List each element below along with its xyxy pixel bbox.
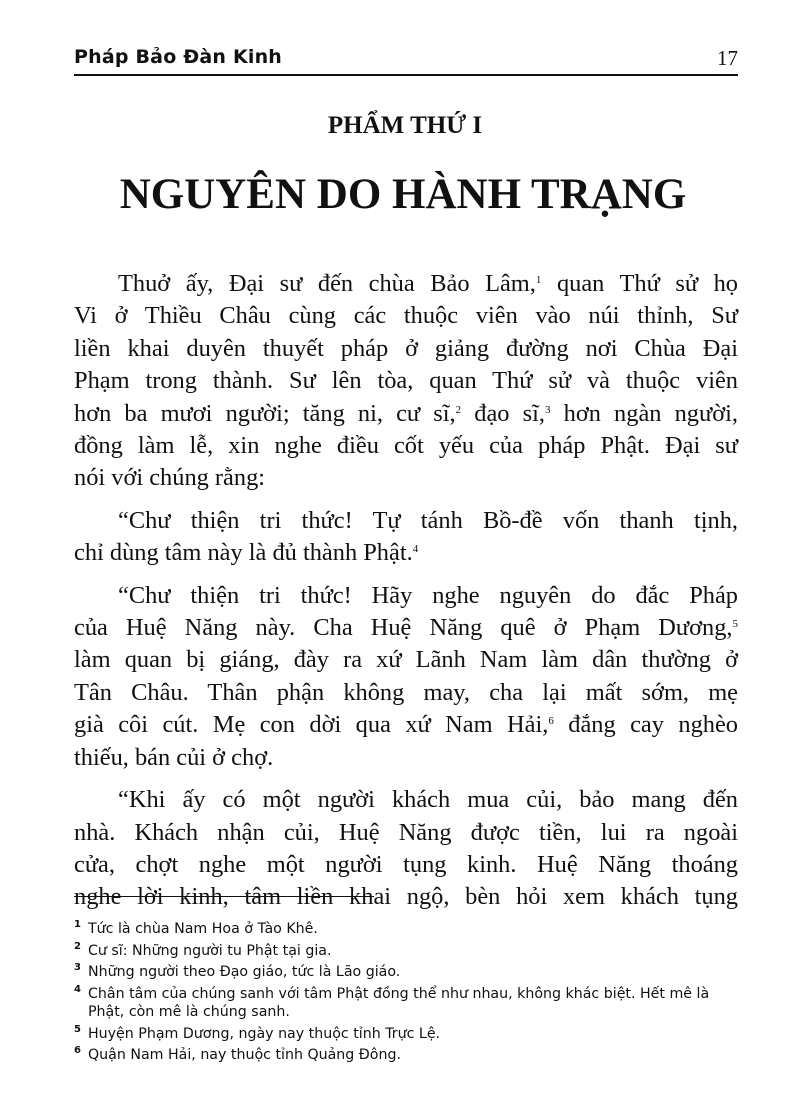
footnote-reference: 6 [548, 715, 554, 728]
footnote-text: Huyện Phạm Dương, ngày nay thuộc tỉnh Trực Lệ. [88, 1025, 441, 1042]
text-segment: hơn ngàn người, [550, 399, 738, 427]
footnote [74, 1025, 738, 1044]
text-line [74, 398, 738, 430]
text-segment: Thuở ấy, Đại sư đến chùa Bảo Lâm, [118, 270, 536, 297]
text-segment: thiếu, bán củi ở chợ. [74, 743, 274, 771]
text-line [74, 462, 738, 494]
text-line [74, 612, 738, 644]
text-line [74, 580, 738, 612]
text-segment: làm quan bị giáng, đày ra xứ Lãnh Nam làm dân thường ở [74, 646, 738, 674]
text-segment: Vi ở Thiều Châu cùng các thuộc viên vào núi thỉnh, Sư [74, 302, 738, 330]
text-line [74, 430, 738, 462]
text-segment: “Chư thiện tri thức! Hãy nghe nguyên do đắc Pháp [118, 581, 738, 609]
text-line [74, 881, 738, 913]
text-segment: nhà. Khách nhận củi, Huệ Năng được tiền, lui ra ngoài [74, 818, 738, 846]
text-line [74, 644, 738, 676]
footnote-mark: 2 [74, 940, 81, 952]
paragraph [74, 268, 738, 495]
footnote-mark: 6 [74, 1045, 81, 1056]
text-segment: “Khi ấy có một người khách mua củi, bảo mang đến [118, 786, 738, 814]
footnote-mark: 3 [74, 962, 81, 973]
text-segment: Phạm trong thành. Sư lên tòa, quan Thứ sử và thuộc viên [74, 367, 738, 395]
text-segment: đắng cay nghèo [553, 711, 738, 739]
text-line [74, 784, 738, 816]
text-segment: đạo sĩ, [461, 399, 545, 427]
footnote-reference: 2 [455, 403, 462, 416]
text-line [74, 365, 738, 397]
footnote [74, 963, 738, 982]
page-number: 17 [717, 46, 738, 70]
text-line [74, 742, 738, 774]
text-segment: nói với chúng rằng: [74, 464, 266, 492]
text-segment: hơn ba mươi người; tăng ni, cư sĩ, [74, 399, 456, 427]
text-segment: quan Thứ sử họ [541, 270, 738, 297]
chapter-label: PHẨM THỨ I [327, 112, 483, 139]
footnote-text: Những người theo Đạo giáo, tức là Lão giáo. [88, 964, 401, 980]
text-segment: liền khai duyên thuyết pháp ở giảng đường nơi Chùa Đại [74, 334, 738, 362]
footnote-reference: 5 [732, 618, 738, 631]
text-line [74, 537, 738, 569]
footnote-reference: 3 [545, 403, 551, 416]
text-segment: cửa, chợt nghe một người tụng kinh. Huệ Năng thoáng [74, 850, 738, 878]
text-segment: của Huệ Năng này. Cha Huệ Năng quê ở Phạm Dương, [74, 614, 733, 642]
text-line [74, 333, 738, 365]
footnote [74, 942, 738, 961]
text-line [74, 505, 738, 537]
footnote [74, 985, 738, 1022]
text-line [74, 677, 738, 709]
footnote-text: Quận Nam Hải, nay thuộc tỉnh Quảng Đông. [88, 1047, 401, 1063]
text-segment: chỉ dùng tâm này là đủ thành Phật. [74, 539, 413, 567]
paragraph [74, 580, 738, 774]
footnote-text: Cư sĩ: Những người tu Phật tại gia. [88, 942, 332, 959]
text-line [74, 849, 738, 881]
text-segment: nghe lời kinh, tâm liền khai ngộ, bèn hỏi xem khách tụng [74, 883, 738, 911]
footnote-reference: 4 [412, 543, 419, 556]
footnote-mark: 4 [74, 983, 81, 995]
running-header [74, 46, 738, 76]
text-line [74, 268, 738, 300]
footnote-mark: 5 [74, 1023, 81, 1035]
footnote [74, 1046, 738, 1065]
footnote-mark: 1 [74, 919, 81, 930]
paragraph [74, 505, 738, 570]
footnote-reference: 1 [535, 274, 542, 286]
text-line [74, 709, 738, 741]
text-line [74, 817, 738, 849]
footnote-divider [74, 896, 374, 897]
text-line [74, 300, 738, 332]
footnote [74, 920, 738, 939]
text-segment: Tân Châu. Thân phận không may, cha lại mất sớm, mẹ [74, 678, 738, 706]
text-segment: “Chư thiện tri thức! Tự tánh Bồ-đề vốn thanh tịnh, [118, 506, 738, 534]
paragraph [74, 784, 738, 914]
text-segment: đồng làm lễ, xin nghe điều cốt yếu của pháp Phật. Đại sư [74, 432, 738, 460]
footnotes [74, 920, 738, 1068]
footnote-text: Chân tâm của chúng sanh với tâm Phật đồng thể như nhau, không khác biệt. Hết mê là Phật, còn mê là chúng sanh. [88, 985, 710, 1020]
footnote-text: Tức là chùa Nam Hoa ở Tào Khê. [88, 921, 318, 937]
body-text [74, 268, 738, 914]
chapter-title: NGUYÊN DO HÀNH TRẠNG [119, 171, 687, 218]
running-title: Pháp Bảo Đàn Kinh [74, 46, 283, 68]
text-segment: già côi cút. Mẹ con dời qua xứ Nam Hải, [74, 711, 549, 739]
